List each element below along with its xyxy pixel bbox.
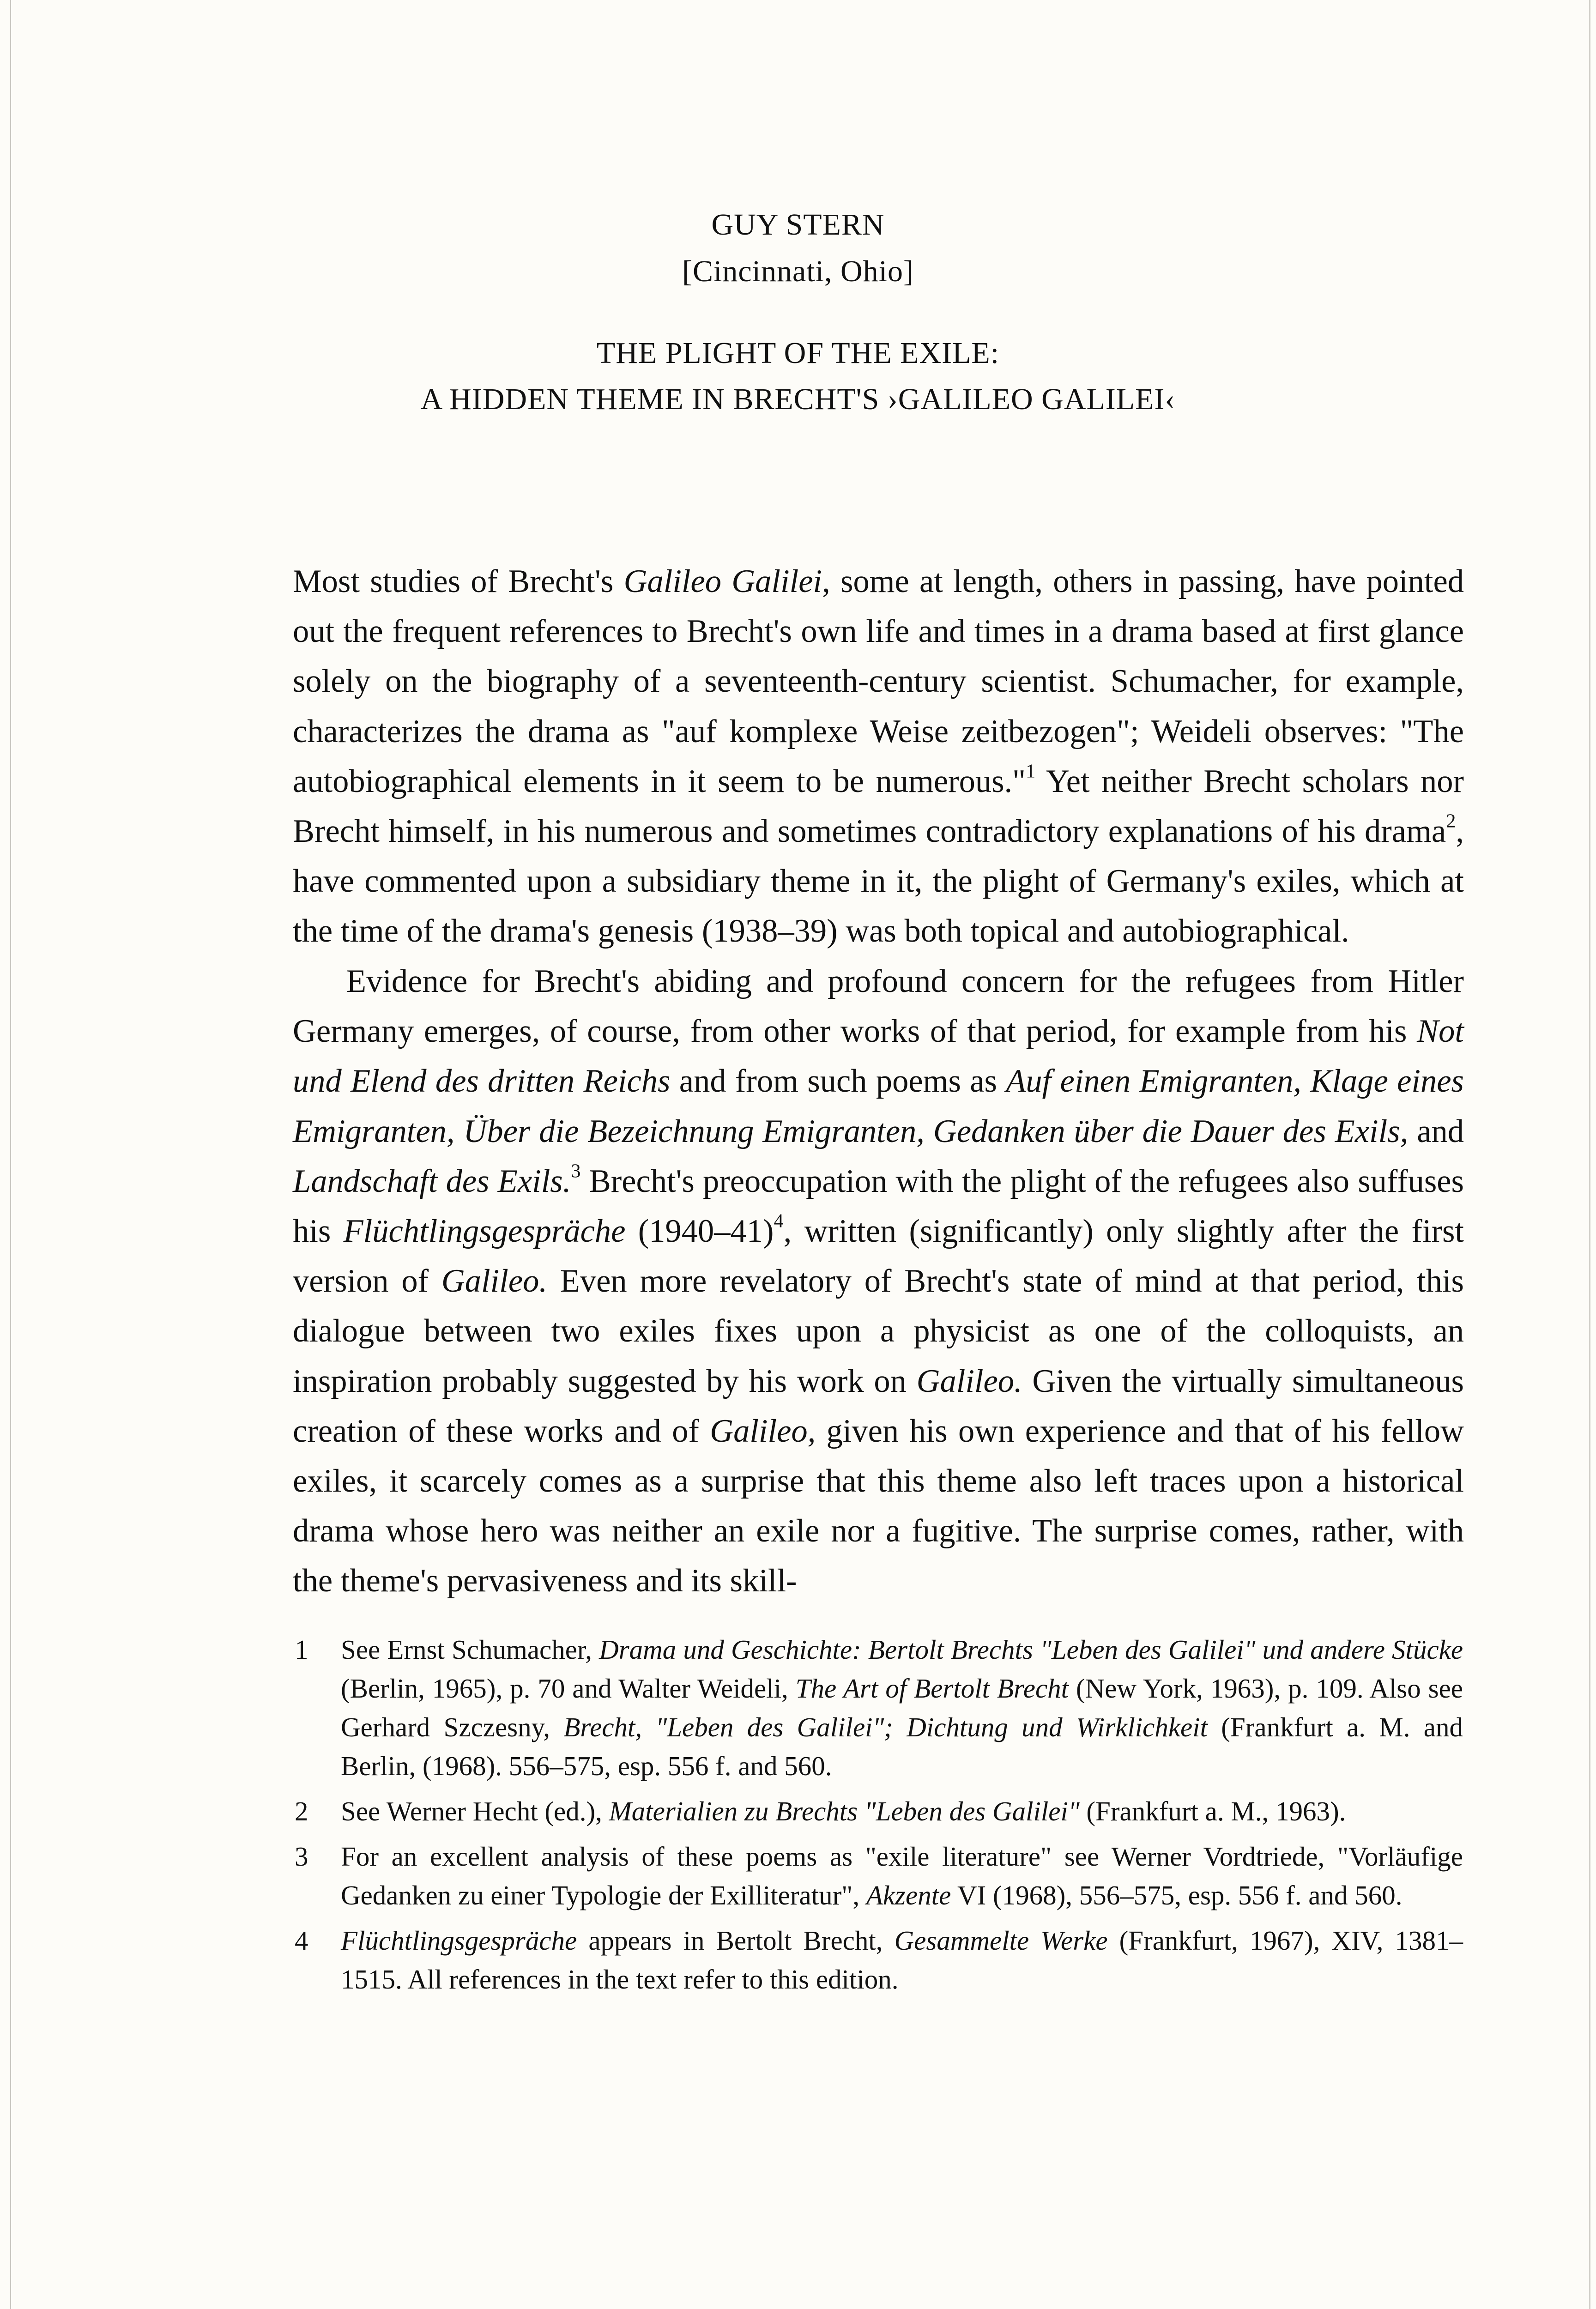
author-name: GUY STERN: [711, 208, 885, 242]
text-run: (New York, 1963), p. 109. Also see Gerhard Szczesny,: [341, 1673, 1463, 1742]
text-run: appears in Bertolt Brecht,: [577, 1925, 895, 1956]
text-run: (1940–41): [625, 1213, 774, 1250]
text-run: Brecht's preoccupation with the plight of the refugees also suffuses his: [293, 1163, 1464, 1250]
text-run: given his own experience and that of his fellow exiles, it scarcely comes as a surprise that this theme also left traces upon a historical drama whose hero was neither an exile nor a fugitive. The surprise comes, rather, with the theme's pervasiveness and its skill-: [293, 1413, 1464, 1599]
text-run: Yet neither Brecht scholars nor Brecht himself, in his numerous and sometimes contradictory explanations of his drama: [293, 763, 1464, 850]
text-run: and from such poems as: [670, 1063, 1006, 1100]
footnote-number: 4: [295, 1925, 308, 1956]
footnote-4: [295, 1921, 1463, 1999]
footnote-ref-4: 4: [774, 1210, 784, 1232]
italic-title: Drama und Geschichte: Bertolt Brechts "Leben des Galilei" und andere Stücke: [599, 1634, 1463, 1665]
text-run: Given the virtually simultaneous creation of these works and of: [293, 1363, 1464, 1449]
text-run: , have commented upon a subsidiary theme in it, the plight of Germany's exiles, which at the time of the drama's genesis (1938–39) was both topical and autobiographical.: [293, 813, 1464, 949]
text-run: VI (1968), 556–575, esp. 556 f. and 560.: [951, 1880, 1403, 1910]
footnote-text: [341, 1837, 1463, 1915]
footnote-text: [341, 1921, 1463, 1999]
author-affiliation: [Cincinnati, Ohio]: [682, 254, 914, 288]
italic-title: Materialien zu Brechts "Leben des Galilei": [609, 1796, 1080, 1826]
text-run: , written (significantly) only slightly after the first version of: [293, 1213, 1464, 1300]
footnote-number: 2: [295, 1796, 308, 1826]
italic-title: Galileo Galilei: [623, 563, 822, 599]
text-run: (Frankfurt a. M., 1963).: [1079, 1796, 1346, 1826]
footnotes: [295, 1630, 1463, 2005]
text-run: (Frankfurt, 1967), XIV, 1381–1515. All references in the text refer to this edition.: [341, 1925, 1463, 1995]
text-run: and: [1408, 1113, 1464, 1149]
italic-title: Flüchtlingsgespräche: [343, 1213, 626, 1250]
text-run: (Berlin, 1965), p. 70 and Walter Weideli,: [341, 1673, 796, 1704]
italic-title: Akzente: [866, 1880, 951, 1910]
text-run: Most studies of Brecht's: [293, 563, 624, 599]
italic-title: Gesammelte Werke: [894, 1925, 1108, 1956]
footnote-number: 3: [295, 1841, 308, 1872]
footnote-ref-1: 1: [1025, 760, 1036, 782]
footnote-number: 1: [295, 1634, 308, 1665]
italic-title: Not und Elend des dritten Reichs: [293, 1013, 1464, 1100]
italic-title: Auf einen Emigranten, Klage eines Emigranten, Über die Bezeichnung Emigranten, Gedanken über die Dauer des Exils,: [293, 1063, 1464, 1149]
italic-title: Galileo.: [916, 1363, 1022, 1399]
italic-title: Galileo,: [710, 1413, 816, 1449]
italic-title: Galileo.: [441, 1263, 547, 1300]
article-title-line-2: A HIDDEN THEME IN BRECHT'S ›GALILEO GALILEI‹: [420, 382, 1176, 416]
footnote-1: [295, 1630, 1463, 1785]
text-run: (Frankfurt a. M. and Berlin, (1968). 556–575, esp. 556 f. and 560.: [341, 1712, 1463, 1781]
footnote-ref-2: 2: [1446, 810, 1456, 832]
text-run: See Werner Hecht (ed.),: [341, 1796, 609, 1826]
body-paragraph-1: [293, 556, 1464, 956]
text-run: For an excellent analysis of these poems as "exile literature" see Werner Vordtriede, "Vorläufige Gedanken zu einer Typologie der Exilliteratur",: [341, 1841, 1463, 1910]
footnote-text: [341, 1630, 1463, 1785]
footnote-text: [341, 1792, 1463, 1831]
footnote-2: [295, 1792, 1463, 1831]
italic-title: The Art of Bertolt Brecht: [795, 1673, 1069, 1704]
footnote-ref-3: 3: [571, 1160, 581, 1182]
footnote-3: [295, 1837, 1463, 1915]
text-run: Evidence for Brecht's abiding and profound concern for the refugees from Hitler Germany emerges, of course, from other works of that period, for example from his: [293, 963, 1464, 1050]
text-run: Even more revelatory of Brecht's state of mind at that period, this dialogue between two exiles fixes upon a physicist as one of the colloquists, an inspiration probably suggested by his work on: [293, 1263, 1464, 1399]
italic-title: Landschaft des Exils.: [293, 1163, 571, 1199]
body-paragraph-2: [293, 956, 1464, 1606]
italic-title: Flüchtlingsgespräche: [341, 1925, 577, 1956]
text-run: , some at length, others in passing, have pointed out the frequent references to Brecht's own life and times in a drama based at first glance solely on the biography of a seventeenth-century scientist. Schumacher, for example, characterizes the drama as "auf komplexe Weise zeitbezogen"; Weideli observes: "The autobiographical elements in it seem to be numerous.": [293, 563, 1464, 799]
text-run: See Ernst Schumacher,: [341, 1634, 599, 1665]
italic-title: Brecht, "Leben des Galilei"; Dichtung und Wirklichkeit: [563, 1712, 1208, 1742]
article-title-line-1: THE PLIGHT OF THE EXILE:: [596, 336, 1000, 370]
